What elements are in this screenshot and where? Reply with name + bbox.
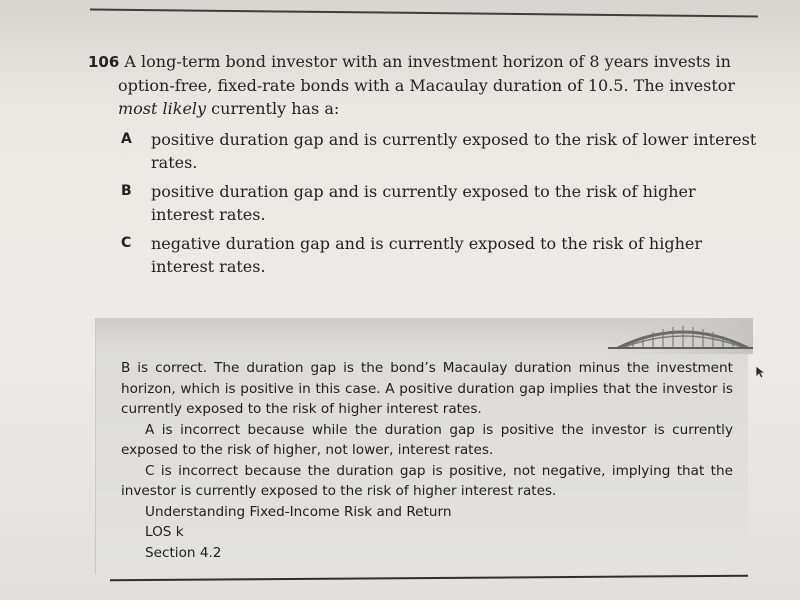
question-stem [88, 50, 758, 120]
option-a [88, 128, 758, 174]
option-letter: B [121, 183, 132, 199]
question-text: A long-term bond investor with an investment horizon of 8 years invests in option-free, fixed-rate bonds with a Macaulay duration of 10.5. The investor [118, 52, 736, 95]
question-block [88, 50, 758, 284]
correct-answer-explanation: B is correct. The duration gap is the bond’s Macaulay duration minus the investment horizon, which is positive in this case. A positive duration gap implies that the investor is currently exposed to the risk of higher interest rates. [121, 360, 733, 417]
question-number: 106 [88, 53, 120, 71]
option-letter: A [121, 131, 132, 147]
bridge-icon [608, 318, 753, 354]
reading-reference: Understanding Fixed-Income Risk and Return [145, 503, 452, 520]
solution-text [121, 358, 733, 563]
answer-options [88, 128, 758, 278]
question-text-end: currently has a: [206, 99, 340, 118]
option-c-rationale: C is incorrect because the duration gap is positive, not negative, implying that the investor is currently exposed to the risk of higher interest rates. [121, 462, 733, 499]
question-emphasis: most likely [118, 99, 207, 118]
option-text: positive duration gap and is currently exposed to the risk of higher interest rates. [151, 182, 696, 224]
option-text: positive duration gap and is currently exposed to the risk of lower interest rates. [151, 130, 757, 172]
option-text: negative duration gap and is currently exposed to the risk of higher interest rates. [151, 234, 702, 276]
los-reference: LOS k [145, 524, 184, 540]
option-b [88, 180, 758, 226]
option-c [88, 232, 758, 278]
option-letter: C [121, 235, 132, 251]
option-a-rationale: A is incorrect because while the duration gap is positive the investor is currently exposed to the risk of higher, not lower, interest rates. [121, 421, 733, 458]
mouse-pointer-icon [755, 365, 767, 379]
section-reference: Section 4.2 [145, 544, 222, 561]
